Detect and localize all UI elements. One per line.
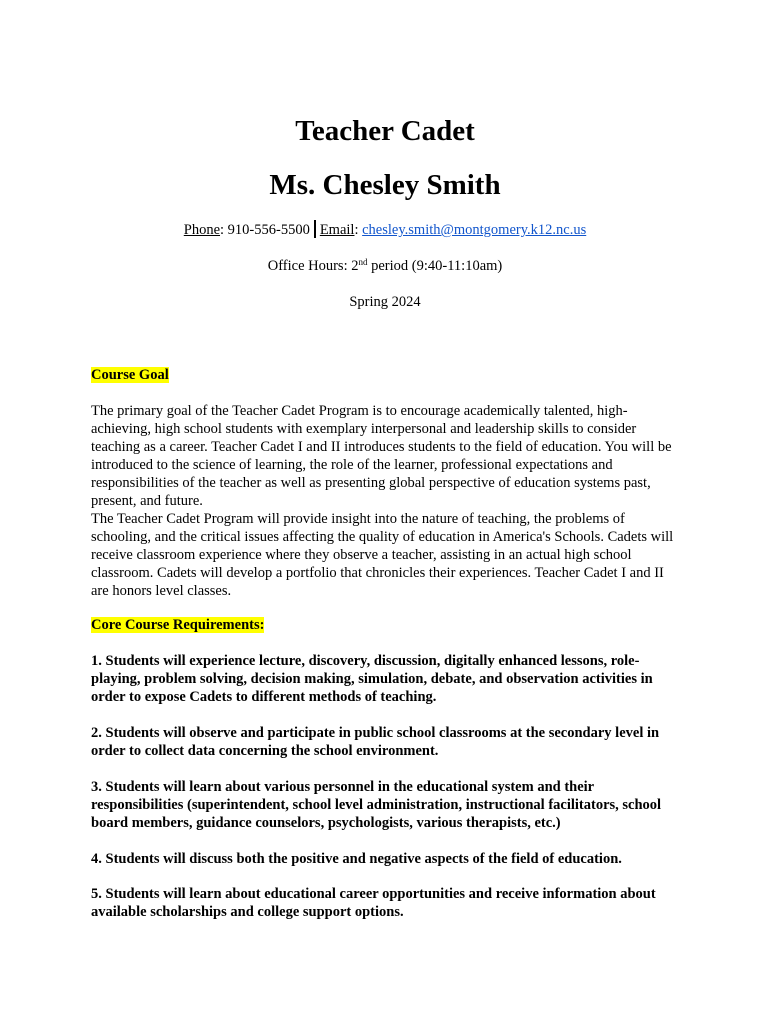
course-goal-heading	[91, 366, 681, 384]
office-hours	[0, 257, 770, 275]
office-hours-sup: nd	[358, 257, 368, 267]
course-goal-paragraph-2: The Teacher Cadet Program will provide insight into the nature of teaching, the problems of schooling, and the critical issues affecting the quality of education in America's Schools. Cadets will receive classroom experience where they observe a teacher, assisting in an actual high school classroom. Cadets will develop a portfolio that chronicles their experiences. Teacher Cadet I and II are honors level classes.	[91, 511, 674, 599]
office-hours-prefix: Office Hours: 2	[267, 258, 359, 274]
contact-line	[0, 220, 770, 239]
email-link[interactable]: chesley.smith@montgomery.k12.nc.us	[362, 222, 587, 238]
phone-label: Phone	[183, 222, 221, 238]
email-colon: :	[354, 222, 363, 238]
email-label: Email	[319, 222, 355, 238]
requirement-item: 1. Students will experience lecture, discovery, discussion, digitally enhanced lessons, role-playing, problem solving, decision making, simulation, debate, and observation activities in order to expose Cadets to different methods of teaching.	[91, 653, 653, 705]
office-hours-suffix: period (9:40-11:10am)	[367, 258, 503, 274]
requirements-heading-text: Core Course Requirements:	[91, 617, 265, 633]
requirement-item: 5. Students will learn about educational career opportunities and receive information about available scholarships and college support options.	[91, 886, 656, 920]
phone-value: : 910-556-5500	[220, 222, 310, 238]
requirement-item: 2. Students will observe and participate in public school classrooms at the secondary level in order to collect data concerning the school environment.	[91, 725, 660, 759]
requirements-heading	[91, 616, 681, 634]
term: Spring 2024	[349, 294, 421, 310]
course-goal-heading-text: Course Goal	[91, 367, 169, 383]
course-goal-paragraph-1: The primary goal of the Teacher Cadet Program is to encourage academically talented, high-achieving, high school students with exemplary interpersonal and leadership skills to consider teaching as a career. Teacher Cadet I and II introduces students to the field of education. You will be introduced to the science of learning, the role of the learner, professional expectations and responsibilities of the teacher as well as presenting global perspective of education systems past, present, and future.	[91, 403, 672, 509]
teacher-name: Ms. Chesley Smith	[269, 169, 501, 201]
requirement-item: 3. Students will learn about various personnel in the educational system and their responsibilities (superintendent, school level administration, instructional facilitators, school board members, guidance counselors, psychologists, various therapists, etc.)	[91, 779, 662, 831]
course-title: Teacher Cadet	[295, 115, 475, 147]
requirement-item: 4. Students will discuss both the positive and negative aspects of the field of education.	[91, 851, 622, 867]
contact-separator	[314, 220, 316, 238]
course-goal-text	[91, 402, 681, 600]
